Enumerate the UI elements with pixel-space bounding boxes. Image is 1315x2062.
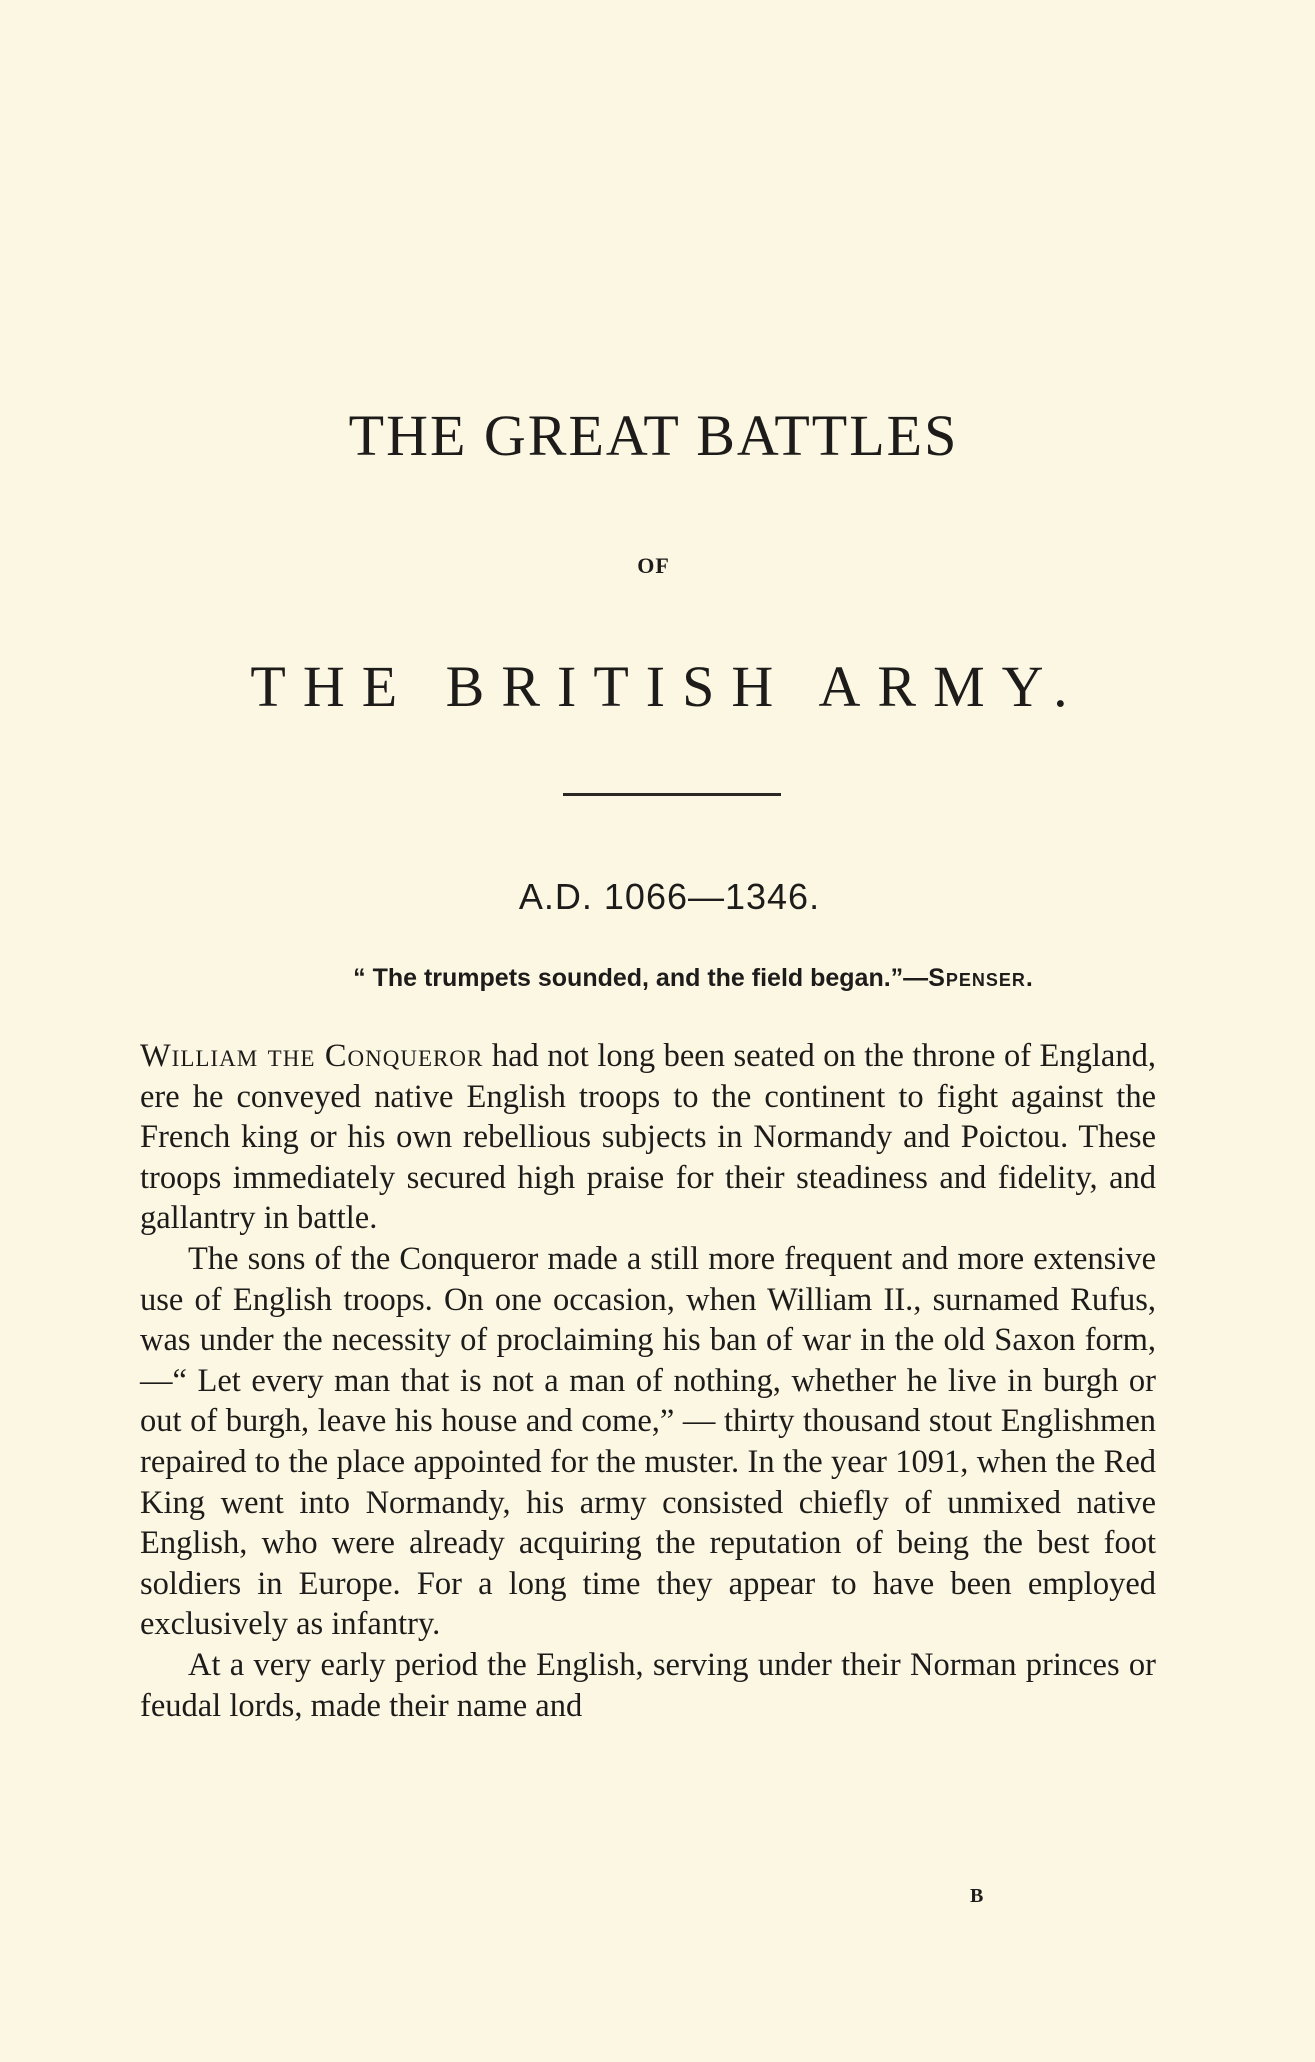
paragraph-1	[140, 1036, 1156, 1239]
epigraph-quote: “ The trumpets sounded, and the field began.”—	[353, 964, 929, 992]
title-line-2: THE BRITISH ARMY.	[250, 654, 1085, 719]
signature-mark: B	[970, 1885, 984, 1907]
title-line-1: THE GREAT BATTLES	[348, 403, 959, 468]
title-rule	[563, 793, 781, 796]
paragraph-2: The sons of the Conqueror made a still more frequent and more extensive use of English troops. On one occasion, when William II., surnamed Rufus, was under the necessity of proclaiming his ban of war in the old Saxon form,—“ Let every man that is not a man of nothing, whether he live in burgh or out of burgh, leave his house and come,” — thirty thousand stout Englishmen repaired to the place appointed for the muster. In the year 1091, when the Red King went into Normandy, his army consisted chiefly of unmixed native English, who were already acquiring the reputation of being the best foot soldiers in Europe. For a long time they appear to have been employed exclusively as infantry.	[140, 1240, 1156, 1643]
title-of: OF	[637, 553, 670, 578]
paragraph-3: At a very early period the English, serving under their Norman princes or feudal lords, made their name and	[140, 1646, 1156, 1724]
body-text	[140, 1036, 1156, 1726]
epigraph	[36, 964, 1315, 993]
paragraph-1-lead: William the Conqueror	[140, 1038, 484, 1074]
epigraph-author: Spenser.	[928, 964, 1034, 992]
date-heading: A.D. 1066—1346.	[518, 876, 821, 917]
paragraph-1-text: had not long been seated on the throne of England, ere he conveyed native English troops to the continent to fight against the French king or his own rebellious subjects in Normandy and Poictou. These troops immediately secured high praise for their steadiness and fidelity, and gallantry in battle.	[140, 1038, 1156, 1237]
